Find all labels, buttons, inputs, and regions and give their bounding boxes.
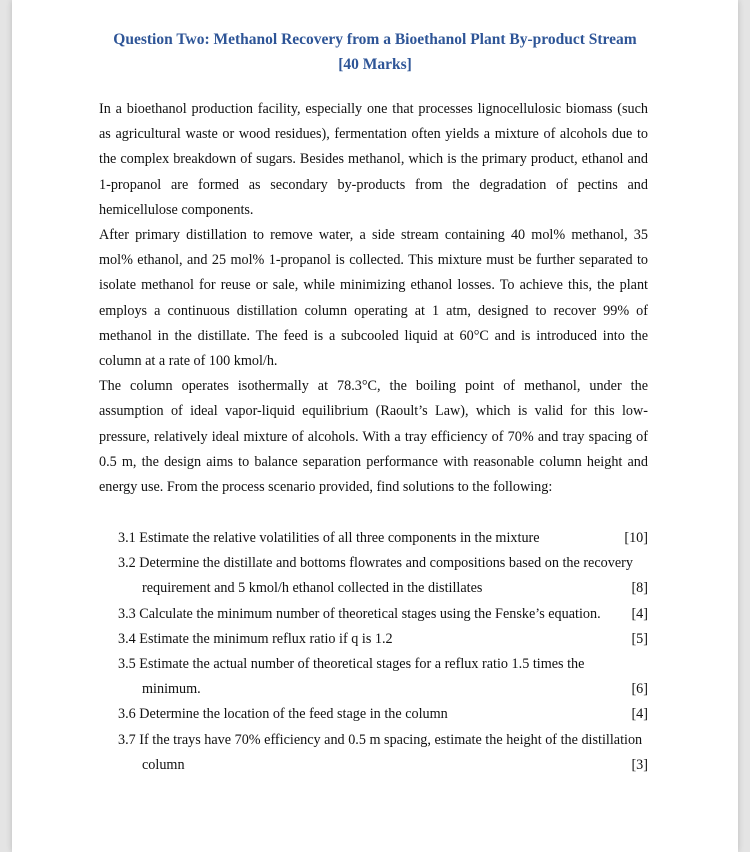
question-item: [118, 652, 648, 702]
question-text: 3.2 Determine the distillate and bottoms flowrates and compositions based on the recovery: [118, 555, 633, 572]
question-marks: [4]: [631, 706, 648, 723]
question-item: [118, 526, 648, 551]
question-item: [118, 551, 648, 601]
question-marks: [5]: [631, 630, 648, 647]
question-item: [118, 627, 648, 652]
question-text: 3.4 Estimate the minimum reflux ratio if q is 1.2: [118, 630, 393, 647]
question-text: 3.3 Calculate the minimum number of theoretical stages using the Fenske’s equation.: [118, 605, 601, 622]
question-text: 3.7 If the trays have 70% efficiency and 0.5 m spacing, estimate the height of the distillation: [118, 731, 643, 748]
question-marks: [4]: [631, 605, 648, 622]
question-text-continued: column: [142, 756, 185, 773]
question-item: [118, 602, 648, 627]
question-text-continued: requirement and 5 kmol/h ethanol collected in the distillates: [142, 580, 483, 597]
title-line: Question Two: Methanol Recovery from a Bioethanol Plant By-product Stream: [113, 31, 637, 48]
question-text: 3.6 Determine the location of the feed stage in the column: [118, 706, 448, 723]
question-list: [118, 526, 648, 778]
paragraph-intro: In a bioethanol production facility, especially one that processes lignocellulosic biomass (such as agricultural waste or wood residues), fermentation often yields a mixture of alcohols due to the complex breakdown of sugars. Besides methanol, which is the primary product, ethanol and 1-propanol are formed as secondary by-products from the degradation of pectins and hemicellulose components.: [99, 101, 648, 218]
question-marks: [6]: [631, 681, 648, 698]
question-marks: [10]: [624, 530, 648, 546]
title-marks: [40 Marks]: [338, 56, 412, 73]
question-text: 3.1 Estimate the relative volatilities of all three components in the mixture: [118, 530, 540, 546]
question-item: [118, 702, 648, 727]
question-marks: [3]: [631, 756, 648, 773]
paragraph-feed: After primary distillation to remove water, a side stream containing 40 mol% methanol, 35 mol% ethanol, and 25 mol% 1-propanol is collected. This mixture must be further separated to isolate methanol for reuse or sale, while minimizing ethanol losses. To achieve this, the plant employs a continuous distillation column operating at 1 atm, designed to recover 99% of methanol in the distillate. The feed is a subcooled liquid at 60°C and is introduced into the column at a rate of 100 kmol/h.: [99, 227, 648, 370]
question-text-continued: minimum.: [142, 681, 201, 698]
question-marks: [8]: [631, 580, 648, 597]
question-title: [0, 27, 750, 77]
question-text: 3.5 Estimate the actual number of theoretical stages for a reflux ratio 1.5 times the: [118, 656, 585, 673]
scenario-text: [99, 97, 648, 500]
paragraph-operation: The column operates isothermally at 78.3°C, the boiling point of methanol, under the assumption of ideal vapor-liquid equilibrium (Raoult’s Law), which is valid for this low-pressure, relatively ideal mixture of alcohols. With a tray efficiency of 70% and tray spacing of 0.5 m, the design aims to balance separation performance with reasonable column height and energy use. From the process scenario provided, find solutions to the following:: [99, 378, 648, 496]
question-item: [118, 728, 648, 778]
